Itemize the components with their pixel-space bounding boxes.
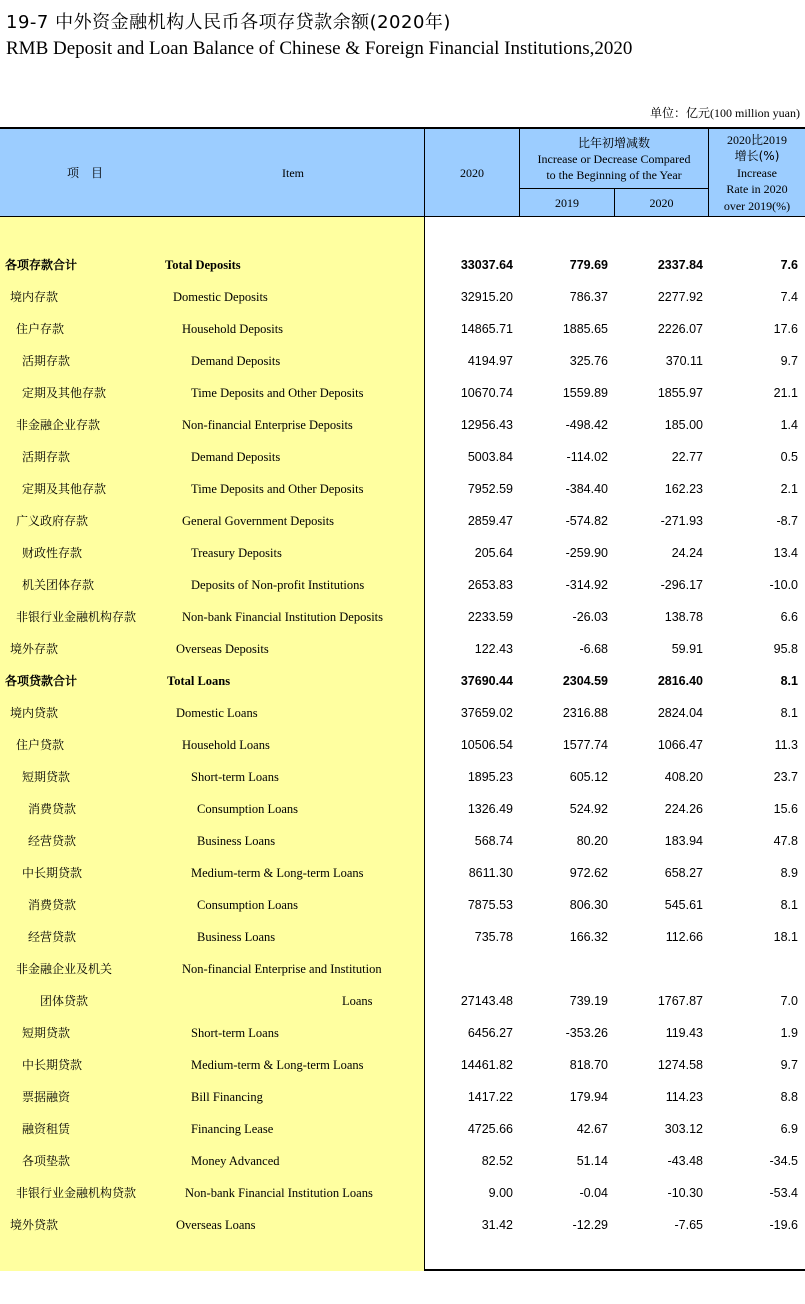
growth-rate: -19.6 xyxy=(769,1218,798,1232)
table-row xyxy=(0,729,805,761)
row-label-cn: 消费贷款 xyxy=(28,802,77,816)
table-row xyxy=(0,537,805,569)
growth-rate: 0.5 xyxy=(780,450,798,464)
row-label-en: Overseas Loans xyxy=(176,1218,256,1232)
growth-rate: -8.7 xyxy=(776,514,798,528)
change-2020: 1066.47 xyxy=(657,738,703,752)
value-2020: 12956.43 xyxy=(460,418,513,432)
row-label-cn: 机关团体存款 xyxy=(22,578,95,592)
value-2020: 82.52 xyxy=(481,1154,513,1168)
row-label-en: Medium-term & Long-term Loans xyxy=(191,866,364,880)
value-2020: 37690.44 xyxy=(460,674,513,688)
change-2020: -10.30 xyxy=(667,1186,703,1200)
row-label-en: Non-financial Enterprise and Institution xyxy=(182,962,382,976)
header-col-2020: 2020 xyxy=(460,166,484,180)
row-label-en: Deposits of Non-profit Institutions xyxy=(191,578,365,592)
row-label-cn: 各项存款合计 xyxy=(5,258,78,272)
growth-rate: 8.1 xyxy=(780,706,798,720)
value-2020: 2653.83 xyxy=(467,578,513,592)
table-row xyxy=(0,825,805,857)
table-header xyxy=(0,129,805,217)
row-label-cn: 非银行业金融机构贷款 xyxy=(16,1186,137,1200)
table-row xyxy=(0,857,805,889)
change-2020: 1855.97 xyxy=(657,386,703,400)
divider-h3 xyxy=(708,129,709,217)
row-label-cn: 广义政府存款 xyxy=(16,514,89,528)
row-label-en: Demand Deposits xyxy=(191,450,281,464)
growth-rate: 47.8 xyxy=(773,834,798,848)
table-row xyxy=(0,761,805,793)
change-2020: 114.23 xyxy=(665,1090,703,1104)
value-2020: 205.64 xyxy=(474,546,513,560)
row-label-cn: 中长期贷款 xyxy=(22,1058,83,1072)
header-sub-2019: 2019 xyxy=(555,195,579,210)
change-2020: -271.93 xyxy=(660,514,703,528)
change-2020: 22.77 xyxy=(671,450,703,464)
change-2020: 1274.58 xyxy=(657,1058,703,1072)
change-2019: -574.82 xyxy=(565,514,608,528)
change-2019: 179.94 xyxy=(569,1090,608,1104)
growth-rate: 7.6 xyxy=(780,258,798,272)
change-2020: 119.43 xyxy=(665,1026,703,1040)
change-2020: 1767.87 xyxy=(657,994,703,1008)
table-row xyxy=(0,345,805,377)
row-label-cn: 中长期贷款 xyxy=(22,866,83,880)
table-row xyxy=(0,1113,805,1145)
table-row xyxy=(0,1209,805,1241)
change-2019: 972.62 xyxy=(569,866,608,880)
change-2019: 2316.88 xyxy=(562,706,608,720)
header-increase-en1: Increase or Decrease Compared xyxy=(537,152,691,166)
page-title-en: RMB Deposit and Loan Balance of Chinese & Foreign Financial Institutions,2020 xyxy=(6,38,633,59)
value-2020: 10506.54 xyxy=(460,738,513,752)
growth-rate: 17.6 xyxy=(773,322,798,336)
table-row xyxy=(0,1049,805,1081)
header-sub-2020: 2020 xyxy=(649,195,674,210)
row-label-cn: 票据融资 xyxy=(22,1090,71,1104)
growth-rate: 8.9 xyxy=(780,866,798,880)
table-row xyxy=(0,1081,805,1113)
table-row xyxy=(0,313,805,345)
table-row xyxy=(0,793,805,825)
value-2020: 4725.66 xyxy=(467,1122,513,1136)
row-label-cn: 消费贷款 xyxy=(28,898,77,912)
row-label-en: Total Deposits xyxy=(165,258,241,272)
value-2020: 9.00 xyxy=(488,1186,513,1200)
change-2019: 325.76 xyxy=(569,354,608,368)
growth-rate: 15.6 xyxy=(773,802,798,816)
table-row xyxy=(0,601,805,633)
header-rate-4: Rate in 2020 xyxy=(726,182,788,197)
header-item-cn: 项 目 xyxy=(66,166,103,180)
table-row xyxy=(0,1145,805,1177)
divider-sub xyxy=(519,188,709,189)
row-label-en: Treasury Deposits xyxy=(191,546,282,560)
change-2019: 779.69 xyxy=(569,258,608,272)
change-2020: 183.94 xyxy=(664,834,703,848)
table-row xyxy=(0,697,805,729)
growth-rate: 9.7 xyxy=(780,354,798,368)
table-row xyxy=(0,441,805,473)
value-2020: 5003.84 xyxy=(467,450,513,464)
value-2020: 6456.27 xyxy=(467,1026,513,1040)
growth-rate: 7.4 xyxy=(780,290,798,304)
growth-rate: 13.4 xyxy=(773,546,798,560)
change-2020: -296.17 xyxy=(660,578,703,592)
row-label-en: Demand Deposits xyxy=(191,354,281,368)
change-2019: -384.40 xyxy=(565,482,608,496)
value-2020: 122.43 xyxy=(474,642,513,656)
row-label-en: Time Deposits and Other Deposits xyxy=(191,386,364,400)
row-label-cn: 财政性存款 xyxy=(22,546,83,560)
table-row xyxy=(0,505,805,537)
change-2019: 166.32 xyxy=(569,930,608,944)
row-label-en: Domestic Loans xyxy=(176,706,258,720)
growth-rate: 9.7 xyxy=(780,1058,798,1072)
unit-cn: 单位：亿元 xyxy=(649,106,710,120)
row-label-cn: 住户存款 xyxy=(16,322,65,336)
table-row xyxy=(0,249,805,281)
row-label-cn: 各项垫款 xyxy=(22,1154,71,1168)
unit-en: (100 million yuan) xyxy=(710,106,800,120)
row-label-en: Household Deposits xyxy=(182,322,284,336)
growth-rate: 11.3 xyxy=(774,738,798,752)
growth-rate: 8.1 xyxy=(780,674,798,688)
value-2020: 33037.64 xyxy=(460,258,513,272)
table-row xyxy=(0,665,805,697)
row-label-en: Money Advanced xyxy=(191,1154,280,1168)
row-label-en: Short-term Loans xyxy=(191,1026,279,1040)
header-rate-3: Increase xyxy=(737,165,777,180)
change-2020: 162.23 xyxy=(664,482,703,496)
value-2020: 568.74 xyxy=(474,834,513,848)
table-row xyxy=(0,953,805,985)
value-2020: 2859.47 xyxy=(467,514,513,528)
table-row xyxy=(0,921,805,953)
table-row xyxy=(0,281,805,313)
table-row xyxy=(0,1017,805,1049)
change-2019: -498.42 xyxy=(565,418,608,432)
change-2019: 42.67 xyxy=(576,1122,608,1136)
value-2020: 37659.02 xyxy=(460,706,513,720)
row-label-cn: 境外贷款 xyxy=(10,1218,59,1232)
change-2020: 2277.92 xyxy=(657,290,703,304)
change-2019: 51.14 xyxy=(576,1154,608,1168)
value-2020: 27143.48 xyxy=(460,994,513,1008)
header-increase-cn: 比年初增减数 xyxy=(577,136,650,150)
change-2019: 1885.65 xyxy=(562,322,608,336)
change-2020: 370.11 xyxy=(665,354,703,368)
row-label-en: Non-bank Financial Institution Loans xyxy=(185,1186,373,1200)
growth-rate: 18.1 xyxy=(773,930,798,944)
header-rate-1: 2020比2019 xyxy=(726,132,787,147)
table-row xyxy=(0,1177,805,1209)
growth-rate: 2.1 xyxy=(780,482,798,496)
change-2019: -314.92 xyxy=(565,578,608,592)
change-2020: 2816.40 xyxy=(657,674,703,688)
row-label-en: Non-financial Enterprise Deposits xyxy=(182,418,353,432)
growth-rate: 8.8 xyxy=(780,1090,798,1104)
header-rate-2: 增长(%) xyxy=(734,149,780,164)
row-label-en: Medium-term & Long-term Loans xyxy=(191,1058,364,1072)
change-2020: 224.26 xyxy=(664,802,703,816)
header-increase xyxy=(520,131,708,187)
divider-h1 xyxy=(519,129,520,217)
value-2020: 32915.20 xyxy=(460,290,513,304)
row-label-en: Bill Financing xyxy=(191,1090,263,1104)
row-label-en: Non-bank Financial Institution Deposits xyxy=(182,610,384,624)
change-2020: 408.20 xyxy=(664,770,703,784)
change-2019: -26.03 xyxy=(572,610,608,624)
change-2020: 303.12 xyxy=(664,1122,703,1136)
row-label-en: Loans xyxy=(342,994,373,1008)
change-2019: 818.70 xyxy=(569,1058,608,1072)
growth-rate: -34.5 xyxy=(769,1154,798,1168)
row-label-cn: 经营贷款 xyxy=(28,930,77,944)
growth-rate: 1.4 xyxy=(780,418,798,432)
row-label-en: General Government Deposits xyxy=(182,514,335,528)
row-label-cn: 团体贷款 xyxy=(40,994,89,1008)
change-2019: 1559.89 xyxy=(562,386,608,400)
change-2020: 2226.07 xyxy=(657,322,703,336)
value-2020: 14865.71 xyxy=(460,322,513,336)
header-item-en: Item xyxy=(282,166,304,180)
growth-rate: -53.4 xyxy=(769,1186,798,1200)
change-2020: -7.65 xyxy=(674,1218,703,1232)
divider-h2 xyxy=(614,188,615,217)
row-label-cn: 非金融企业存款 xyxy=(16,418,101,432)
page-title-cn: 19-7 中外资金融机构人民币各项存贷款余额(2020年) xyxy=(6,12,451,33)
row-label-en: Total Loans xyxy=(167,674,231,688)
row-label-cn: 融资租赁 xyxy=(22,1122,71,1136)
value-2020: 7952.59 xyxy=(467,482,513,496)
change-2020: 59.91 xyxy=(671,642,703,656)
row-label-cn: 非银行业金融机构存款 xyxy=(16,610,137,624)
header-increase-en2: to the Beginning of the Year xyxy=(546,168,682,182)
change-2020: 2824.04 xyxy=(657,706,703,720)
value-2020: 2233.59 xyxy=(467,610,513,624)
row-label-en: Financing Lease xyxy=(191,1122,274,1136)
growth-rate: 6.6 xyxy=(780,610,798,624)
change-2020: 138.78 xyxy=(664,610,703,624)
row-label-en: Domestic Deposits xyxy=(173,290,268,304)
table-row xyxy=(0,985,805,1017)
change-2019: 605.12 xyxy=(569,770,608,784)
change-2019: 80.20 xyxy=(576,834,608,848)
table-row xyxy=(0,473,805,505)
row-label-en: Consumption Loans xyxy=(197,802,299,816)
change-2020: 2337.84 xyxy=(657,258,703,272)
table-row xyxy=(0,377,805,409)
row-label-en: Short-term Loans xyxy=(191,770,279,784)
growth-rate: -10.0 xyxy=(769,578,798,592)
unit-note xyxy=(650,104,800,121)
change-2019: 524.92 xyxy=(569,802,608,816)
growth-rate: 23.7 xyxy=(773,770,798,784)
change-2019: 2304.59 xyxy=(562,674,608,688)
balance-table xyxy=(0,127,805,1271)
change-2020: 24.24 xyxy=(671,546,703,560)
row-label-cn: 活期存款 xyxy=(22,354,71,368)
value-2020: 7875.53 xyxy=(467,898,513,912)
row-label-en: Overseas Deposits xyxy=(176,642,269,656)
row-label-en: Household Loans xyxy=(182,738,270,752)
value-2020: 1326.49 xyxy=(467,802,513,816)
growth-rate: 95.8 xyxy=(773,642,798,656)
growth-rate: 8.1 xyxy=(780,898,798,912)
change-2019: -259.90 xyxy=(565,546,608,560)
value-2020: 735.78 xyxy=(474,930,513,944)
change-2020: -43.48 xyxy=(667,1154,703,1168)
row-label-cn: 境内贷款 xyxy=(10,706,59,720)
row-label-en: Business Loans xyxy=(197,834,276,848)
change-2019: -353.26 xyxy=(565,1026,608,1040)
growth-rate: 21.1 xyxy=(773,386,798,400)
row-label-cn: 经营贷款 xyxy=(28,834,77,848)
table-row xyxy=(0,409,805,441)
change-2020: 545.61 xyxy=(664,898,703,912)
row-label-cn: 境内存款 xyxy=(10,290,59,304)
row-label-en: Time Deposits and Other Deposits xyxy=(191,482,364,496)
row-label-cn: 非金融企业及机关 xyxy=(16,962,113,976)
header-rate-5: over 2019(%) xyxy=(723,198,791,213)
growth-rate: 7.0 xyxy=(780,994,798,1008)
growth-rate: 1.9 xyxy=(780,1026,798,1040)
header-rate xyxy=(709,129,805,217)
value-2020: 14461.82 xyxy=(460,1058,513,1072)
value-2020: 8611.30 xyxy=(468,866,513,880)
change-2019: -6.68 xyxy=(579,642,608,656)
change-2019: -12.29 xyxy=(572,1218,608,1232)
row-label-cn: 各项贷款合计 xyxy=(5,674,78,688)
change-2020: 185.00 xyxy=(664,418,703,432)
table-row xyxy=(0,569,805,601)
row-label-cn: 境外存款 xyxy=(10,642,59,656)
change-2019: 1577.74 xyxy=(562,738,608,752)
change-2020: 658.27 xyxy=(664,866,703,880)
table-row xyxy=(0,633,805,665)
value-2020: 31.42 xyxy=(481,1218,513,1232)
change-2019: 806.30 xyxy=(569,898,608,912)
change-2019: -114.02 xyxy=(566,450,608,464)
change-2019: -0.04 xyxy=(579,1186,608,1200)
row-label-cn: 短期贷款 xyxy=(22,1026,71,1040)
row-label-cn: 住户贷款 xyxy=(16,738,65,752)
value-2020: 4194.97 xyxy=(467,354,513,368)
table-row xyxy=(0,889,805,921)
row-label-cn: 定期及其他存款 xyxy=(22,482,107,496)
change-2020: 112.66 xyxy=(665,930,703,944)
change-2019: 786.37 xyxy=(569,290,608,304)
row-label-cn: 定期及其他存款 xyxy=(22,386,107,400)
value-2020: 1417.22 xyxy=(467,1090,513,1104)
row-label-cn: 短期贷款 xyxy=(22,770,71,784)
change-2019: 739.19 xyxy=(569,994,608,1008)
row-label-en: Business Loans xyxy=(197,930,276,944)
value-2020: 10670.74 xyxy=(460,386,513,400)
growth-rate: 6.9 xyxy=(780,1122,798,1136)
value-2020: 1895.23 xyxy=(467,770,513,784)
row-label-cn: 活期存款 xyxy=(22,450,71,464)
row-label-en: Consumption Loans xyxy=(197,898,299,912)
